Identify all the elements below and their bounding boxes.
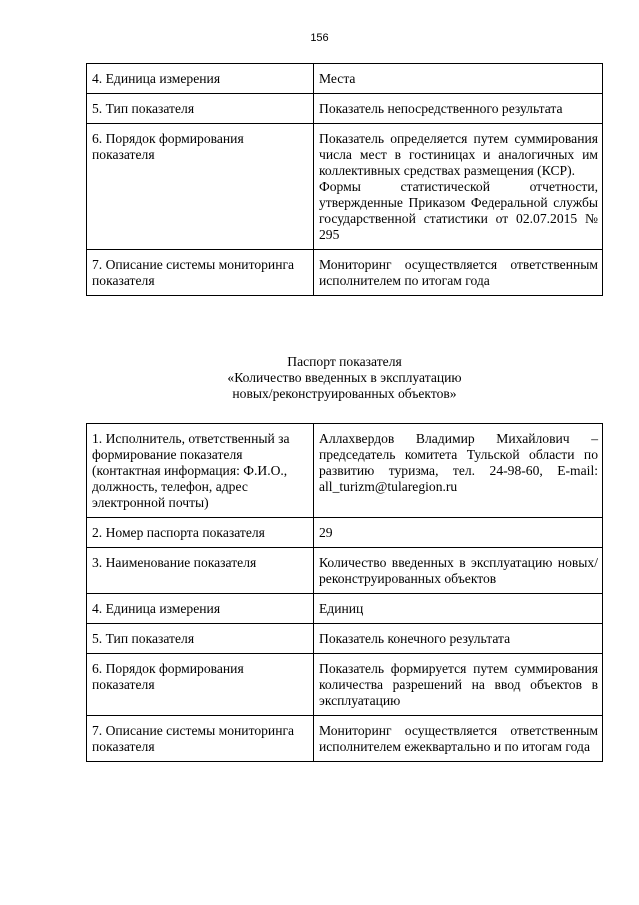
value-paragraph: 29 xyxy=(319,525,333,540)
value-paragraph: Формы статистической отчетности, утвержденные Приказом Федеральной службы государственной статистики от 02.07.2015 № 295 xyxy=(319,179,598,242)
indicator-passport-table-2 xyxy=(86,423,603,762)
row-value xyxy=(314,624,603,654)
indicator-passport-table-1 xyxy=(86,63,603,296)
row-value xyxy=(314,64,603,94)
table-row xyxy=(87,594,603,624)
table-row xyxy=(87,250,603,296)
row-value xyxy=(314,424,603,518)
row-value xyxy=(314,124,603,250)
value-paragraph: Аллахвердов Владимир Михайлович – председатель комитета Тульской области по развитию туризма, тел. 24-98-60, E-mail: all_turizm@tularegion.ru xyxy=(319,431,598,494)
section-heading xyxy=(86,354,603,402)
row-label: 5. Тип показателя xyxy=(87,94,314,124)
table-row xyxy=(87,64,603,94)
value-paragraph: Количество введенных в эксплуатацию новых/реконструированных объектов xyxy=(319,555,598,586)
row-label: 7. Описание системы мониторинга показателя xyxy=(87,716,314,762)
table-row xyxy=(87,654,603,716)
value-paragraph: Показатель конечного результата xyxy=(319,631,511,646)
heading-line-2: «Количество введенных в эксплуатацию xyxy=(227,370,462,385)
value-paragraph: Места xyxy=(319,71,356,86)
value-paragraph: Показатель определяется путем суммирования числа мест в гостиницах и аналогичных им коллективных средствах размещения (КСР). xyxy=(319,131,598,178)
table-body xyxy=(87,424,603,762)
table-row xyxy=(87,716,603,762)
row-value xyxy=(314,716,603,762)
table-row xyxy=(87,424,603,518)
row-value xyxy=(314,548,603,594)
row-label: 7. Описание системы мониторинга показателя xyxy=(87,250,314,296)
table-body xyxy=(87,64,603,296)
value-paragraph: Показатель непосредственного результата xyxy=(319,101,563,116)
row-label: 6. Порядок формирования показателя xyxy=(87,654,314,716)
row-label: 3. Наименование показателя xyxy=(87,548,314,594)
value-paragraph: Мониторинг осуществляется ответственным исполнителем ежеквартально и по итогам года xyxy=(319,723,598,754)
page-number: 156 xyxy=(310,32,329,44)
row-value xyxy=(314,654,603,716)
table-row xyxy=(87,94,603,124)
row-label: 4. Единица измерения xyxy=(87,64,314,94)
value-paragraph: Единиц xyxy=(319,601,364,616)
table-row xyxy=(87,548,603,594)
row-label: 1. Исполнитель, ответственный за формирование показателя (контактная информация: Ф.И.О., должность, телефон, адрес электронной почты) xyxy=(87,424,314,518)
row-label: 5. Тип показателя xyxy=(87,624,314,654)
table-row xyxy=(87,124,603,250)
row-value xyxy=(314,518,603,548)
row-label: 4. Единица измерения xyxy=(87,594,314,624)
table-row xyxy=(87,624,603,654)
row-value xyxy=(314,94,603,124)
value-paragraph: Показатель формируется путем суммирования количества разрешений на ввод объектов в эксплуатацию xyxy=(319,661,598,708)
row-label: 2. Номер паспорта показателя xyxy=(87,518,314,548)
row-value xyxy=(314,250,603,296)
heading-line-1: Паспорт показателя xyxy=(287,354,402,369)
row-label: 6. Порядок формирования показателя xyxy=(87,124,314,250)
table-row xyxy=(87,518,603,548)
value-paragraph: Мониторинг осуществляется ответственным исполнителем по итогам года xyxy=(319,257,598,288)
heading-line-3: новых/реконструированных объектов» xyxy=(232,386,457,401)
row-value xyxy=(314,594,603,624)
